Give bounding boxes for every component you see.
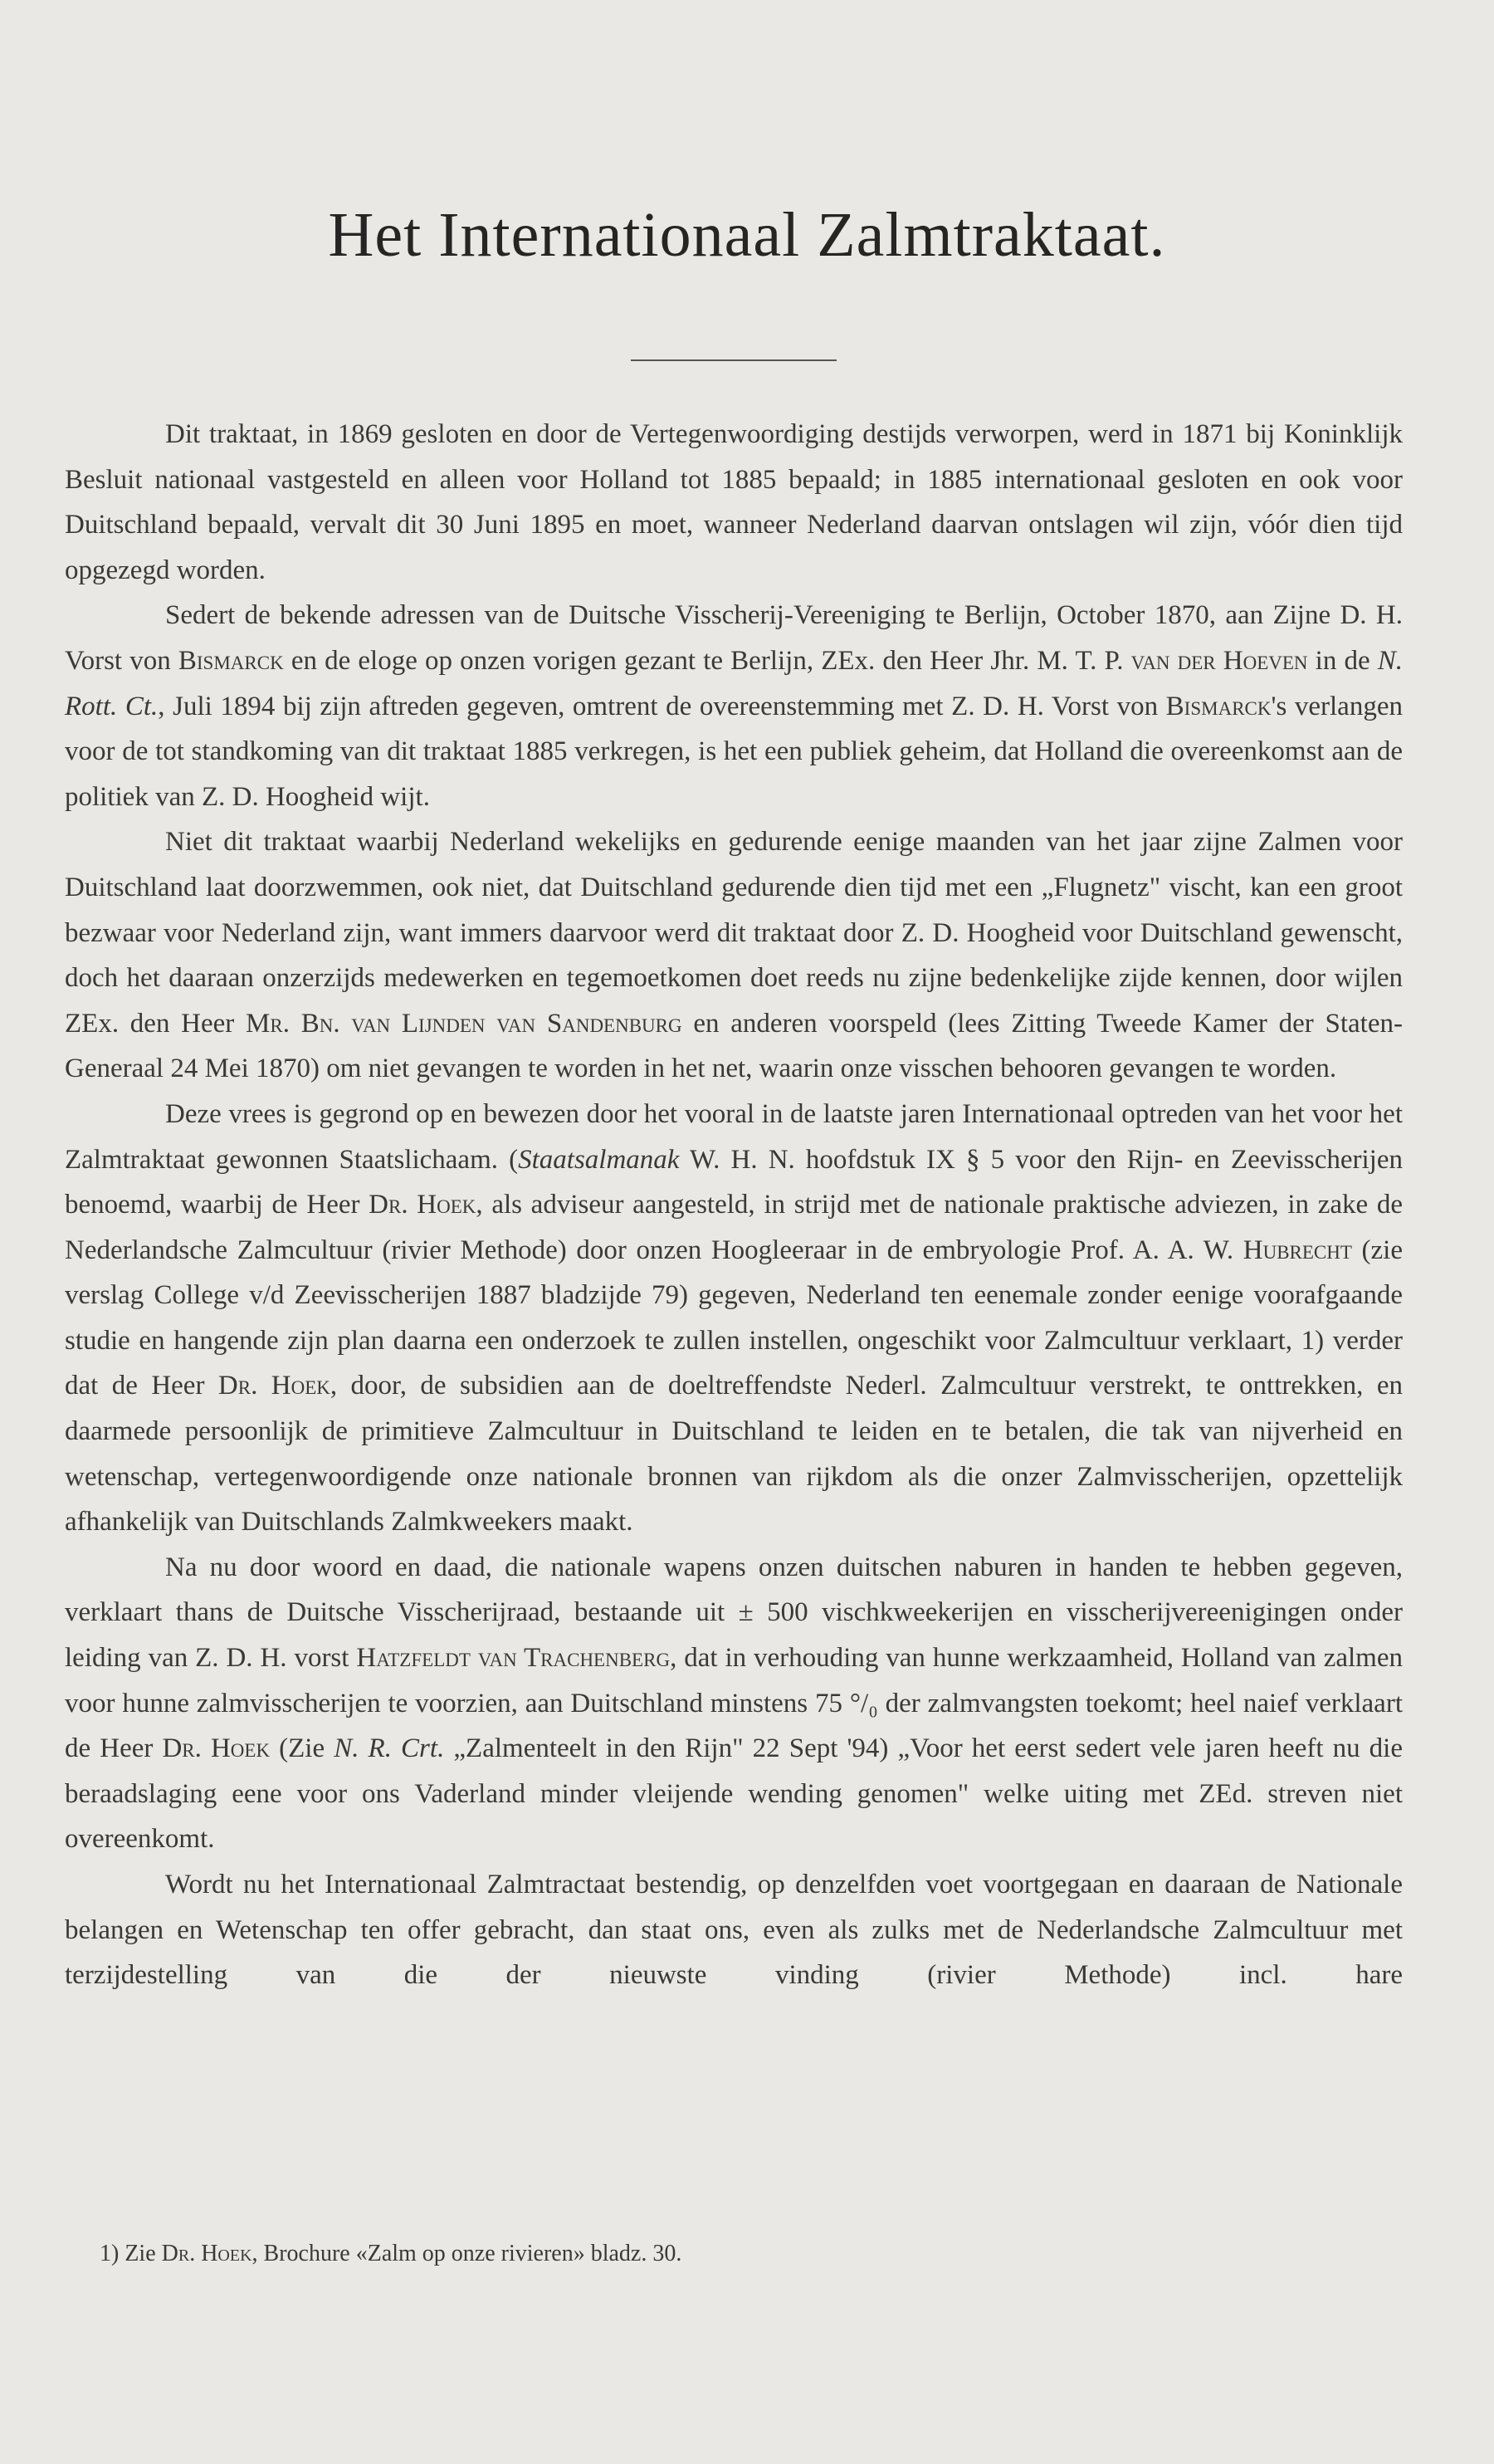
p4-text-g: (zie verslag College v/d Zeevisscherijen 1887 bladzijde 79) gegeven, Nederland ten eenemale zonder eenige voorafgaande studie en hangende zijn plan daarna een onderzoek te zullen instellen, ongeschikt voor Zalmcultuur verklaart, 1) verder dat de Heer bbox=[65, 1234, 1403, 1401]
p5-name-hatzfeldt: Hatzfeldt van Trachenberg bbox=[356, 1643, 671, 1674]
footnote-text-a: 1) Zie bbox=[100, 2241, 162, 2266]
p4-name-hoek: Dr. Hoek bbox=[369, 1190, 476, 1220]
footnote bbox=[100, 2237, 681, 2271]
p2-name-bismarck: Bismarck bbox=[178, 645, 284, 676]
footnote-text-c: , Brochure «Zalm op onze rivieren» bladz. 30. bbox=[251, 2241, 682, 2266]
footnote-name-hoek: Dr. Hoek bbox=[161, 2241, 252, 2266]
paragraph-2 bbox=[65, 593, 1403, 819]
p2-newspaper: N. Rott. Ct. bbox=[65, 645, 1404, 721]
p5-text-a: Na nu door woord en daad, die nationale wapens onzen duitschen naburen in handen te hebben gegeven, verklaart thans de Duitsche Visscherijraad, bestaande uit ± 500 vischkweekerijen en visscherijvereenigingen onder leiding van Z. D. H. vorst bbox=[65, 1552, 1403, 1674]
paragraph-5 bbox=[65, 1545, 1403, 1862]
p3-text-c: en anderen voorspeld (lees Zitting Tweede Kamer der Staten-Generaal 24 Mei 1870) om niet gevangen te worden in het net, waarin onze visschen behooren gevangen te worden. bbox=[65, 1008, 1403, 1084]
p4-text-c: W. H. N. hoofdstuk IX § 5 voor den Rijn- en Zeevisscherijen benoemd, waarbij de Heer bbox=[65, 1144, 1404, 1220]
p3-text-a: Niet dit traktaat waarbij Nederland wekelijks en gedurende eenige maanden van het jaar zijne Zalmen voor Duitschland laat doorzwemmen, ook niet, dat Duitschland gedurende dien tijd met een „Flugnetz" vischt, kan een groot bezwaar voor Nederland zijn, want immers daarvoor werd dit traktaat door Z. D. Hoogheid voor Duitschland gewenscht, doch het daaraan onzerzijds medewerken en tegemoetkomen doet reeds nu zijne bedenkelijke zijde kennen, door wijlen ZEx. den Heer bbox=[65, 827, 1403, 1039]
p5-text-c: , dat in verhouding van hunne werkzaamheid, Holland van zalmen voor hunne zalmvisscherijen te voorzien, aan Duitschland minstens 75 °/₀ der zalmvangsten toekomt; heel naief verklaart de Heer bbox=[65, 1643, 1404, 1764]
paragraph-4 bbox=[65, 1092, 1403, 1545]
paragraph-1: Dit traktaat, in 1869 gesloten en door de Vertegenwoordiging destijds verworpen, werd in 1871 bij Koninklijk Besluit nationaal vastgesteld en alleen voor Holland tot 1885 bepaald; in 1885 internationaal gesloten en ook voor Duitschland bepaald, vervalt dit 30 Juni 1895 en moet, wanneer Nederland daarvan ontslagen wil zijn, vóór dien tijd opgezegd worden. bbox=[65, 419, 1403, 585]
p4-text-e: , als adviseur aangesteld, in strijd met de nationale praktische adviezen, in zake de Nederlandsche Zalmcultuur (rivier Methode) door onzen Hoogleeraar in de embryologie Prof. A. A. W. bbox=[65, 1190, 1403, 1265]
p2-text-c: en de eloge op onzen vorigen gezant te Berlijn, ZEx. den Heer Jhr. M. T. P. bbox=[283, 645, 1131, 676]
p2-text-i: 's verlangen voor de tot standkoming van dit traktaat 1885 verkregen, is het een publiek geheim, dat Holland die overeenkomst aan de politiek van Z. D. Hoogheid wijt. bbox=[65, 691, 1403, 812]
title-divider bbox=[631, 359, 837, 361]
paragraph-3 bbox=[65, 819, 1403, 1092]
p2-name-bismarck-2: Bismarck bbox=[1165, 691, 1272, 721]
p4-text-i: , door, de subsidien aan de doeltreffendste Nederl. Zalmcultuur verstrekt, te onttrekken, en daarmede persoonlijk de primitieve Zalmcultuur in Duitschland te leiden en te betalen, die tak van nijverheid en wetenschap, vertegenwoordigende onze nationale bronnen van rijkdom als die onzer Zalmvisscherijen, opzettelijk afhankelijk van Duitschlands Zalmkweekers maakt. bbox=[65, 1371, 1403, 1538]
p5-name-hoek: Dr. Hoek bbox=[162, 1733, 271, 1764]
p2-text-e: in de bbox=[1307, 645, 1378, 676]
p4-staatsalmanak: Staatsalmanak bbox=[518, 1144, 680, 1175]
p5-text-g: „Zalmenteelt in den Rijn" 22 Sept '94) „Voor het eerst sedert vele jaren heeft nu die beraadslaging eene voor ons Vaderland minder vleijende wending genomen" welke uiting met ZEd. streven niet overeenkomt. bbox=[65, 1733, 1403, 1855]
p4-name-hubrecht: Hubrecht bbox=[1243, 1234, 1352, 1265]
p4-name-hoek-2: Dr. Hoek bbox=[217, 1371, 330, 1401]
body-text bbox=[65, 412, 1403, 1998]
paragraph-6: Wordt nu het Internationaal Zalmtractaat bestendig, op denzelfden voet voortgegaan en daaraan de Nationale belangen en Wetenschap ten offer gebracht, dan staat ons, even als zulks met de Nederlandsche Zalmcultuur met terzijdestelling van die der nieuwste vinding (rivier Methode) incl. hare bbox=[65, 1870, 1403, 1991]
p2-name-van-der-hoeven: van der Hoeven bbox=[1130, 645, 1308, 676]
page-title: Het Internationaal Zalmtraktaat. bbox=[328, 200, 1166, 270]
p3-name-van-lijnden: Mr. Bn. van Lijnden van Sandenburg bbox=[246, 1008, 682, 1039]
p2-text-a: Sedert de bekende adressen van de Duitsche Visscherij-Vereeniging te Berlijn, October 1870, aan Zijne D. H. Vorst von bbox=[65, 600, 1403, 676]
p5-text-e: (Zie bbox=[270, 1733, 334, 1764]
p4-text-a: Deze vrees is gegrond op en bewezen door het vooral in de laatste jaren Internationaal optreden van het voor het Zalmtraktaat gewonnen Staatslichaam. ( bbox=[65, 1098, 1403, 1175]
p5-newspaper: N. R. Crt. bbox=[334, 1733, 445, 1764]
p2-text-g: , Juli 1894 bij zijn aftreden gegeven, omtrent de overeenstemming met Z. D. H. Vorst von bbox=[158, 691, 1166, 721]
